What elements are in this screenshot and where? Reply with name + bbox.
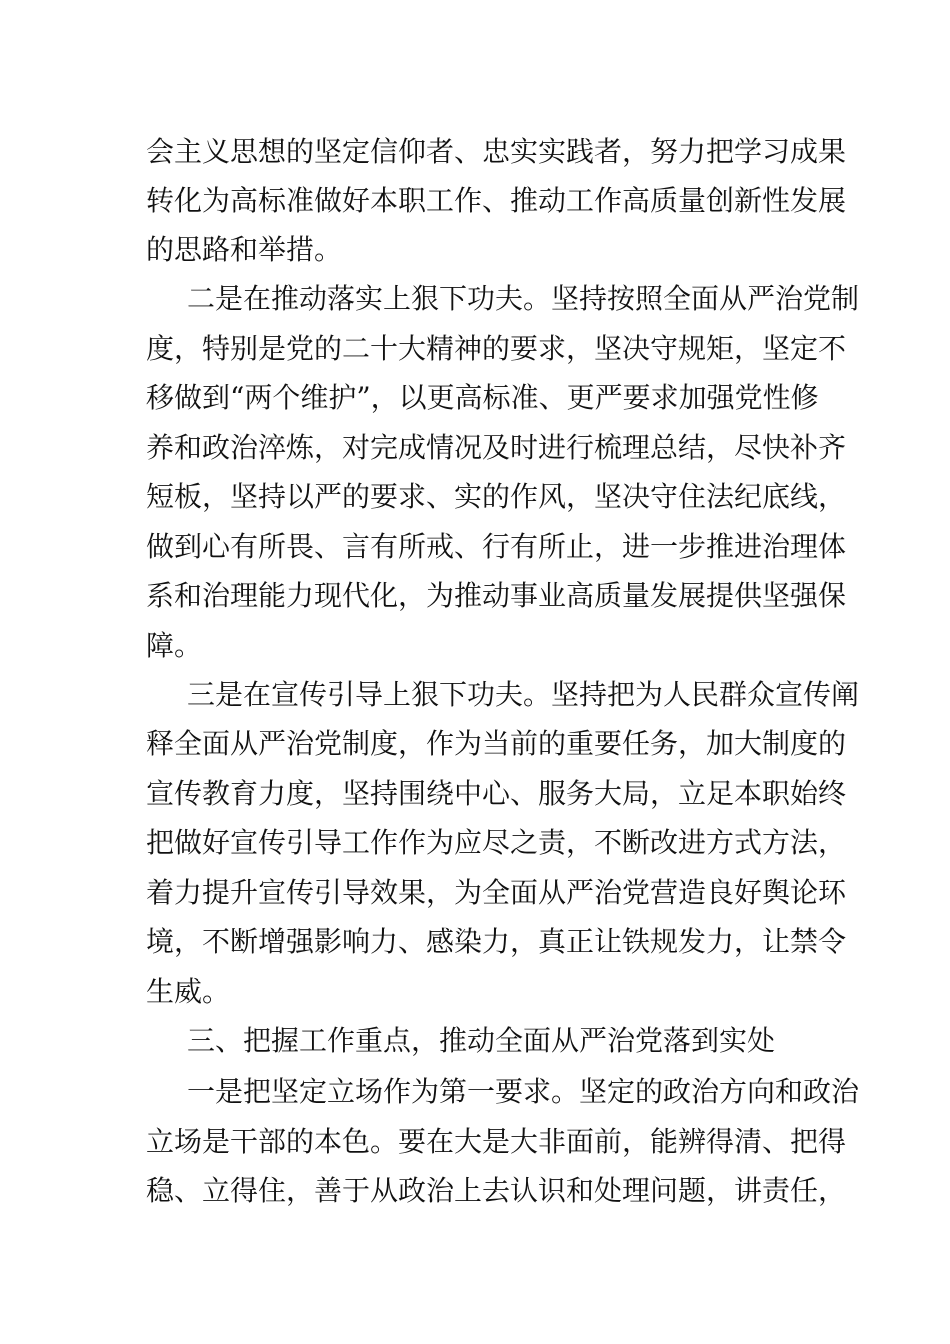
paragraph-first-line: 一是把坚定立场作为第一要求。坚定的政治方向和政治	[187, 1075, 860, 1108]
text-line: 短板，坚持以严的要求、实的作风，坚决守住法纪底线，	[146, 480, 847, 513]
text-line: 境，不断增强影响力、感染力，真正让铁规发力，让禁令	[146, 925, 847, 958]
text-line: 宣传教育力度，坚持围绕中心、服务大局，立足本职始终	[146, 777, 847, 810]
text-line: 立场是干部的本色。要在大是大非面前，能辨得清、把得	[146, 1125, 847, 1158]
text-line: 着力提升宣传引导效果，为全面从严治党营造良好舆论环	[146, 876, 847, 909]
text-line: 移做到“两个维护”，以更高标准、更严要求加强党性修	[146, 381, 819, 414]
text-line: 释全面从严治党制度，作为当前的重要任务，加大制度的	[146, 727, 847, 760]
text-line: 把做好宣传引导工作作为应尽之责，不断改进方式方法，	[146, 826, 847, 859]
text-line: 生威。	[146, 975, 231, 1008]
text-line: 会主义思想的坚定信仰者、忠实实践者，努力把学习成果	[146, 135, 847, 168]
text-line: 做到心有所畏、言有所戒、行有所止，进一步推进治理体	[146, 530, 847, 563]
paragraph-first-line: 二是在推动落实上狠下功夫。坚持按照全面从严治党制	[187, 282, 860, 315]
section-heading: 三、把握工作重点，推动全面从严治党落到实处	[187, 1024, 776, 1057]
text-line: 养和政治淬炼，对完成情况及时进行梳理总结，尽快补齐	[146, 431, 847, 464]
text-line: 转化为高标准做好本职工作、推动工作高质量创新性发展	[146, 184, 847, 217]
text-line: 度，特别是党的二十大精神的要求，坚决守规矩，坚定不	[146, 332, 847, 365]
text-line: 的思路和举措。	[146, 233, 343, 266]
text-line: 系和治理能力现代化，为推动事业高质量发展提供坚强保	[146, 579, 847, 612]
text-line: 障。	[146, 629, 203, 662]
paragraph-first-line: 三是在宣传引导上狠下功夫。坚持把为人民群众宣传阐	[187, 678, 860, 711]
text-line: 稳、立得住，善于从政治上去认识和处理问题，讲责任，	[146, 1174, 847, 1207]
